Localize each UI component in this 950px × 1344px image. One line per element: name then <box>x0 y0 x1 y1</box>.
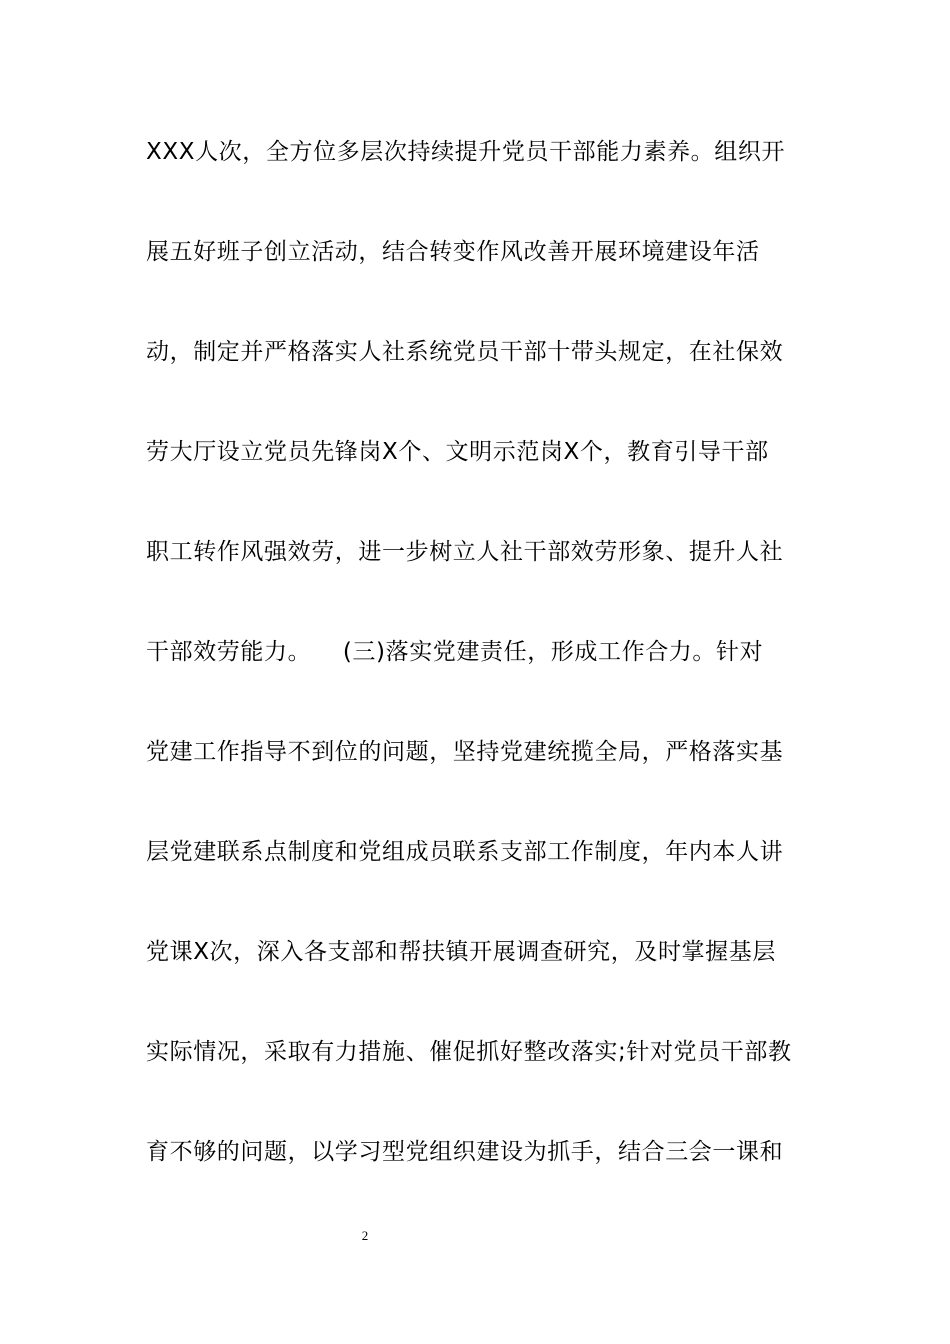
text-line: 层党建联系点制度和党组成员联系支部工作制度，年内本人讲 <box>146 839 784 865</box>
text-line: 实际情况，采取有力措施、催促抓好整改落实;针对党员干部教 <box>146 1039 792 1065</box>
text-line: 劳大厅设立党员先锋岗X个、文明示范岗X个，教育引导干部 <box>146 439 769 465</box>
text-line: 党课X次，深入各支部和帮扶镇开展调查研究，及时掌握基层 <box>146 939 776 965</box>
text-line: XXX人次，全方位多层次持续提升党员干部能力素养。组织开 <box>146 139 786 165</box>
text-line: 展五好班子创立活动，结合转变作风改善开展环境建设年活 <box>146 239 760 265</box>
text-line: 职工转作风强效劳，进一步树立人社干部效劳形象、提升人社 <box>146 539 784 565</box>
text-line: 育不够的问题，以学习型党组织建设为抓手，结合三会一课和 <box>146 1139 784 1165</box>
page-number: 2 <box>361 1228 369 1243</box>
text-line: 动，制定并严格落实人社系统党员干部十带头规定，在社保效 <box>146 339 784 365</box>
text-line: 干部效劳能力。 (三)落实党建责任，形成工作合力。针对 <box>146 639 764 665</box>
body-text <box>146 126 806 1226</box>
text-line: 党建工作指导不到位的问题，坚持党建统揽全局，严格落实基 <box>146 739 784 765</box>
